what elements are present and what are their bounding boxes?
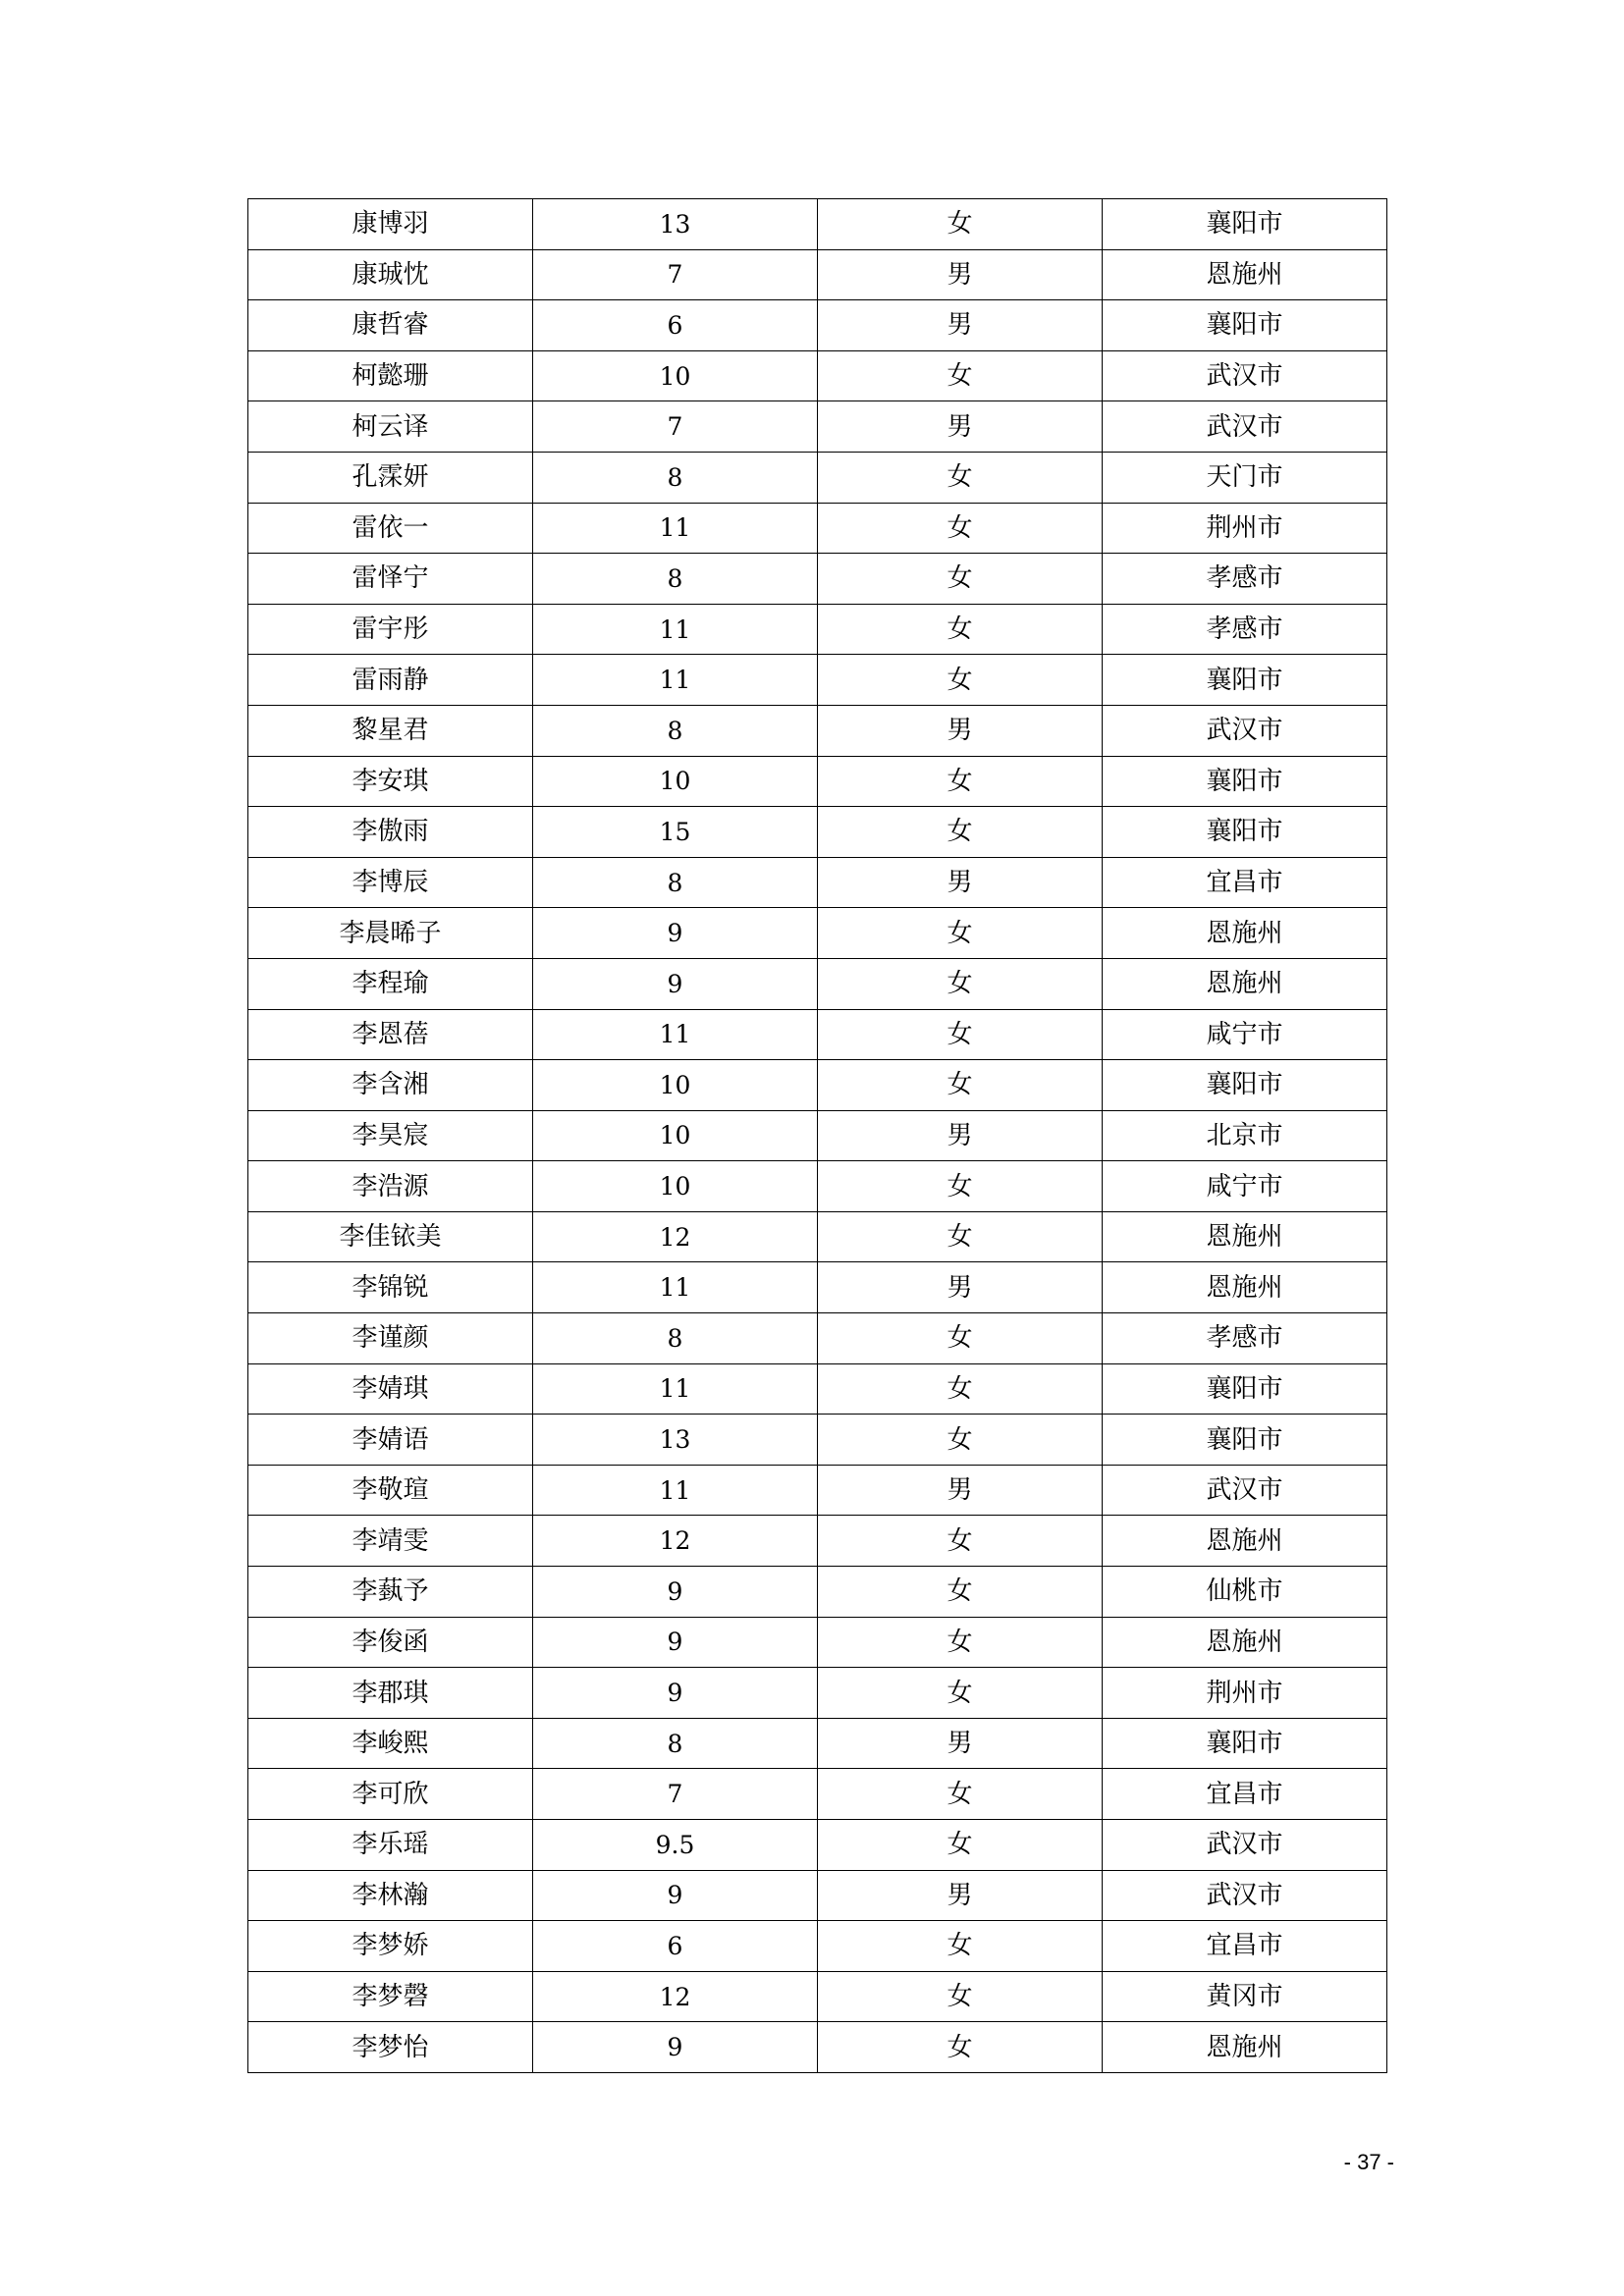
table-row	[248, 249, 1387, 300]
table-row	[248, 1668, 1387, 1719]
city-cell: 武汉市	[1103, 401, 1387, 453]
table-row	[248, 1820, 1387, 1871]
age-cell: 9	[533, 1617, 818, 1668]
name-cell: 黎星君	[248, 705, 533, 756]
gender-cell: 女	[818, 1415, 1103, 1466]
name-cell: 孔霂妍	[248, 452, 533, 503]
table-row	[248, 503, 1387, 554]
name-cell: 李郡琪	[248, 1668, 533, 1719]
city-cell: 宜昌市	[1103, 1921, 1387, 1972]
gender-cell: 女	[818, 958, 1103, 1009]
age-cell: 13	[533, 1415, 818, 1466]
gender-cell: 女	[818, 1516, 1103, 1567]
gender-cell: 男	[818, 1110, 1103, 1161]
age-cell: 12	[533, 1971, 818, 2022]
city-cell: 襄阳市	[1103, 300, 1387, 351]
table-row	[248, 908, 1387, 959]
name-cell: 李谨颜	[248, 1313, 533, 1364]
gender-cell: 女	[818, 503, 1103, 554]
age-cell: 6	[533, 300, 818, 351]
age-cell: 9	[533, 1668, 818, 1719]
city-cell: 襄阳市	[1103, 756, 1387, 807]
table-row	[248, 1161, 1387, 1212]
name-cell: 李傲雨	[248, 807, 533, 858]
name-cell: 雷宇彤	[248, 604, 533, 655]
age-cell: 8	[533, 554, 818, 605]
gender-cell: 男	[818, 1262, 1103, 1313]
name-cell: 李程瑜	[248, 958, 533, 1009]
gender-cell: 女	[818, 1921, 1103, 1972]
gender-cell: 女	[818, 1009, 1103, 1060]
city-cell: 宜昌市	[1103, 1769, 1387, 1820]
city-cell: 襄阳市	[1103, 655, 1387, 706]
name-cell: 李峻熙	[248, 1718, 533, 1769]
name-cell: 柯云译	[248, 401, 533, 453]
table-row	[248, 350, 1387, 401]
participant-table	[247, 198, 1387, 2073]
gender-cell: 女	[818, 199, 1103, 250]
table-row	[248, 705, 1387, 756]
gender-cell: 女	[818, 908, 1103, 959]
gender-cell: 女	[818, 1363, 1103, 1415]
gender-cell: 女	[818, 1769, 1103, 1820]
table-row	[248, 1567, 1387, 1618]
name-cell: 雷雨静	[248, 655, 533, 706]
city-cell: 孝感市	[1103, 1313, 1387, 1364]
gender-cell: 男	[818, 1718, 1103, 1769]
age-cell: 6	[533, 1921, 818, 1972]
city-cell: 襄阳市	[1103, 1363, 1387, 1415]
name-cell: 李乐瑶	[248, 1820, 533, 1871]
table-row	[248, 857, 1387, 908]
age-cell: 13	[533, 199, 818, 250]
age-cell: 9	[533, 2022, 818, 2073]
table-row	[248, 1313, 1387, 1364]
name-cell: 李梦磬	[248, 1971, 533, 2022]
gender-cell: 男	[818, 401, 1103, 453]
table-row	[248, 1516, 1387, 1567]
table-row	[248, 807, 1387, 858]
age-cell: 8	[533, 452, 818, 503]
name-cell: 李蓺予	[248, 1567, 533, 1618]
name-cell: 李昊宸	[248, 1110, 533, 1161]
age-cell: 9	[533, 1567, 818, 1618]
name-cell: 雷依一	[248, 503, 533, 554]
table-row	[248, 1769, 1387, 1820]
gender-cell: 女	[818, 655, 1103, 706]
table-row	[248, 756, 1387, 807]
name-cell: 李敬瑄	[248, 1465, 533, 1516]
gender-cell: 女	[818, 756, 1103, 807]
table-row	[248, 1110, 1387, 1161]
name-cell: 李安琪	[248, 756, 533, 807]
gender-cell: 女	[818, 1971, 1103, 2022]
city-cell: 襄阳市	[1103, 1718, 1387, 1769]
city-cell: 恩施州	[1103, 908, 1387, 959]
city-cell: 武汉市	[1103, 1870, 1387, 1921]
gender-cell: 女	[818, 554, 1103, 605]
name-cell: 李梦娇	[248, 1921, 533, 1972]
age-cell: 7	[533, 249, 818, 300]
age-cell: 11	[533, 1465, 818, 1516]
gender-cell: 男	[818, 1870, 1103, 1921]
city-cell: 武汉市	[1103, 1465, 1387, 1516]
table-row	[248, 1718, 1387, 1769]
age-cell: 8	[533, 1718, 818, 1769]
city-cell: 恩施州	[1103, 1262, 1387, 1313]
city-cell: 襄阳市	[1103, 199, 1387, 250]
age-cell: 12	[533, 1516, 818, 1567]
gender-cell: 女	[818, 1211, 1103, 1262]
age-cell: 11	[533, 1262, 818, 1313]
age-cell: 10	[533, 1060, 818, 1111]
table-row	[248, 199, 1387, 250]
city-cell: 黄冈市	[1103, 1971, 1387, 2022]
city-cell: 咸宁市	[1103, 1161, 1387, 1212]
name-cell: 康哲睿	[248, 300, 533, 351]
city-cell: 荆州市	[1103, 1668, 1387, 1719]
city-cell: 天门市	[1103, 452, 1387, 503]
table-row	[248, 554, 1387, 605]
age-cell: 8	[533, 705, 818, 756]
name-cell: 李俊函	[248, 1617, 533, 1668]
gender-cell: 女	[818, 1313, 1103, 1364]
table-row	[248, 1009, 1387, 1060]
city-cell: 恩施州	[1103, 1211, 1387, 1262]
city-cell: 恩施州	[1103, 2022, 1387, 2073]
city-cell: 恩施州	[1103, 249, 1387, 300]
gender-cell: 女	[818, 1668, 1103, 1719]
city-cell: 孝感市	[1103, 554, 1387, 605]
table-row	[248, 2022, 1387, 2073]
age-cell: 11	[533, 604, 818, 655]
city-cell: 襄阳市	[1103, 1415, 1387, 1466]
age-cell: 9	[533, 958, 818, 1009]
gender-cell: 女	[818, 1567, 1103, 1618]
age-cell: 11	[533, 655, 818, 706]
city-cell: 咸宁市	[1103, 1009, 1387, 1060]
name-cell: 李浩源	[248, 1161, 533, 1212]
table-row	[248, 1617, 1387, 1668]
city-cell: 恩施州	[1103, 958, 1387, 1009]
age-cell: 9	[533, 1870, 818, 1921]
city-cell: 武汉市	[1103, 1820, 1387, 1871]
name-cell: 李锦锐	[248, 1262, 533, 1313]
gender-cell: 女	[818, 1161, 1103, 1212]
age-cell: 10	[533, 1110, 818, 1161]
name-cell: 康珹忱	[248, 249, 533, 300]
age-cell: 11	[533, 1009, 818, 1060]
age-cell: 10	[533, 350, 818, 401]
city-cell: 恩施州	[1103, 1617, 1387, 1668]
gender-cell: 女	[818, 1060, 1103, 1111]
table-row	[248, 604, 1387, 655]
gender-cell: 女	[818, 604, 1103, 655]
name-cell: 李靖雯	[248, 1516, 533, 1567]
gender-cell: 女	[818, 807, 1103, 858]
name-cell: 李恩蓓	[248, 1009, 533, 1060]
table-row	[248, 1465, 1387, 1516]
name-cell: 柯懿珊	[248, 350, 533, 401]
table-row	[248, 1921, 1387, 1972]
age-cell: 9.5	[533, 1820, 818, 1871]
gender-cell: 女	[818, 2022, 1103, 2073]
page-number: - 37 -	[1343, 2150, 1394, 2174]
gender-cell: 男	[818, 857, 1103, 908]
name-cell: 李林瀚	[248, 1870, 533, 1921]
age-cell: 7	[533, 401, 818, 453]
age-cell: 7	[533, 1769, 818, 1820]
age-cell: 11	[533, 1363, 818, 1415]
table-row	[248, 655, 1387, 706]
table-row	[248, 1211, 1387, 1262]
city-cell: 武汉市	[1103, 350, 1387, 401]
name-cell: 李梦怡	[248, 2022, 533, 2073]
table-row	[248, 1870, 1387, 1921]
name-cell: 李佳铱美	[248, 1211, 533, 1262]
name-cell: 雷怿宁	[248, 554, 533, 605]
name-cell: 李婧琪	[248, 1363, 533, 1415]
table-row	[248, 401, 1387, 453]
city-cell: 武汉市	[1103, 705, 1387, 756]
gender-cell: 男	[818, 300, 1103, 351]
age-cell: 11	[533, 503, 818, 554]
gender-cell: 男	[818, 1465, 1103, 1516]
table-row	[248, 1262, 1387, 1313]
gender-cell: 女	[818, 452, 1103, 503]
name-cell: 李博辰	[248, 857, 533, 908]
age-cell: 10	[533, 1161, 818, 1212]
table-row	[248, 958, 1387, 1009]
city-cell: 孝感市	[1103, 604, 1387, 655]
city-cell: 襄阳市	[1103, 1060, 1387, 1111]
table-row	[248, 300, 1387, 351]
table-row	[248, 452, 1387, 503]
name-cell: 李晨晞子	[248, 908, 533, 959]
gender-cell: 男	[818, 249, 1103, 300]
city-cell: 襄阳市	[1103, 807, 1387, 858]
gender-cell: 女	[818, 1820, 1103, 1871]
city-cell: 仙桃市	[1103, 1567, 1387, 1618]
name-cell: 李含湘	[248, 1060, 533, 1111]
name-cell: 李可欣	[248, 1769, 533, 1820]
table-row	[248, 1415, 1387, 1466]
city-cell: 北京市	[1103, 1110, 1387, 1161]
gender-cell: 女	[818, 350, 1103, 401]
age-cell: 8	[533, 1313, 818, 1364]
age-cell: 9	[533, 908, 818, 959]
participant-table-body	[248, 199, 1387, 2073]
table-row	[248, 1363, 1387, 1415]
name-cell: 康博羽	[248, 199, 533, 250]
age-cell: 15	[533, 807, 818, 858]
city-cell: 恩施州	[1103, 1516, 1387, 1567]
table-row	[248, 1060, 1387, 1111]
city-cell: 荆州市	[1103, 503, 1387, 554]
name-cell: 李婧语	[248, 1415, 533, 1466]
age-cell: 12	[533, 1211, 818, 1262]
city-cell: 宜昌市	[1103, 857, 1387, 908]
age-cell: 8	[533, 857, 818, 908]
gender-cell: 女	[818, 1617, 1103, 1668]
table-row	[248, 1971, 1387, 2022]
gender-cell: 男	[818, 705, 1103, 756]
age-cell: 10	[533, 756, 818, 807]
